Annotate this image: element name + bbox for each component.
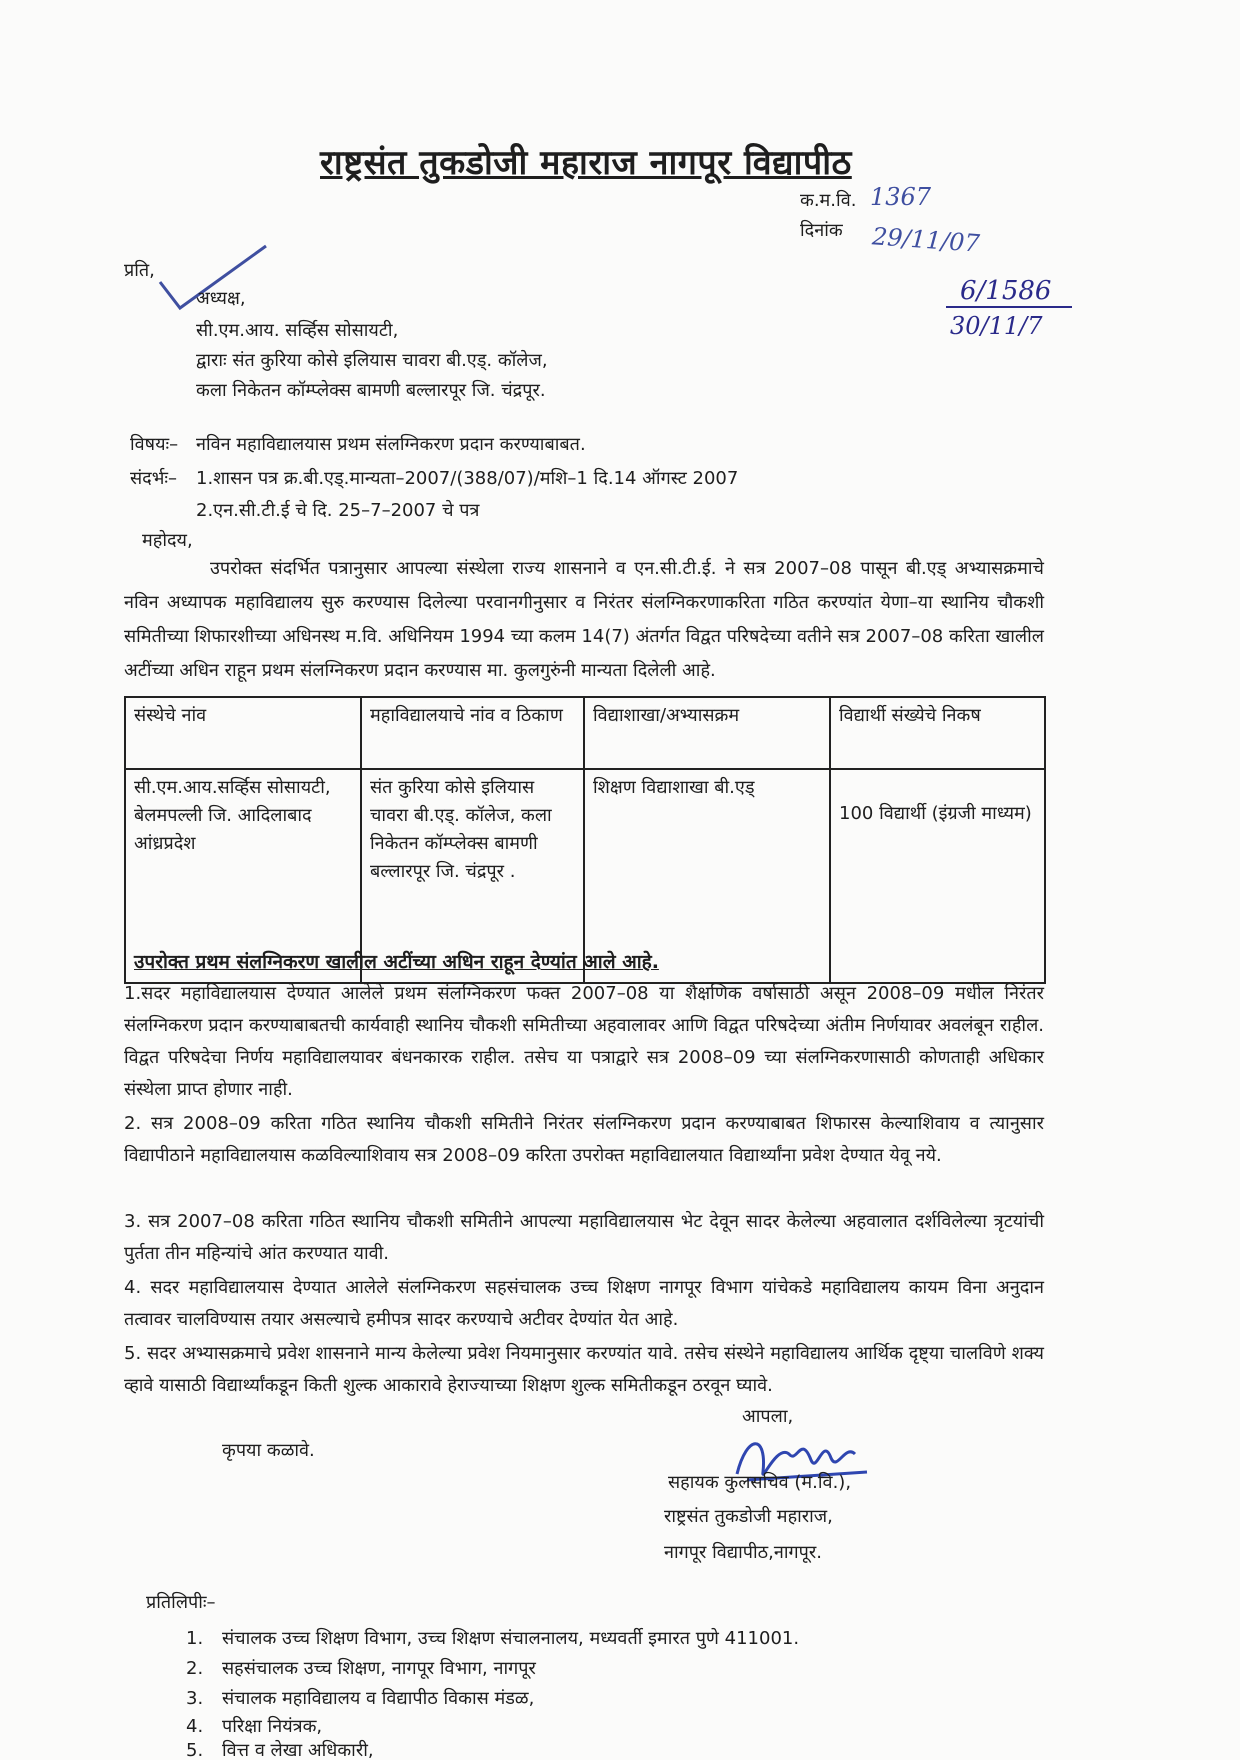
- copy-to-item: [186, 1656, 536, 1680]
- subject-label: विषयः–: [130, 434, 179, 455]
- table-header-cell: विद्याशाखा/अभ्यासक्रम: [584, 697, 830, 769]
- copy-to-text: सहसंचालक उच्च शिक्षण, नागपूर विभाग, नागपूर: [222, 1658, 536, 1679]
- table-cell-institution: सी.एम.आय.सर्व्हिस सोसायटी, बेलमपल्ली जि. आदिलाबाद आंध्रप्रदेश: [125, 769, 361, 983]
- addressee-line: कला निकेतन कॉम्प्लेक्स बामणी बल्लारपूर जि. चंद्रपूर.: [196, 380, 546, 401]
- inward-number: 6/1586: [960, 276, 1052, 306]
- copy-to-item: [186, 1714, 322, 1738]
- condition-item: 4. सदर महाविद्यालयास देण्यात आलेले संलग्निकरण सहसंचालक उच्च शिक्षण नागपूर विभाग यांचेकडे महाविद्यालय कायम विना अनुदान तत्वावर चालविण्यास तयार असल्याचे हमीपत्र सादर करण्याचे अटीवर देण्यांत येत आहे.: [124, 1277, 1044, 1330]
- table-header-cell: विद्यार्थी संख्येचे निकष: [830, 697, 1045, 769]
- table-cell-intake: 100 विद्यार्थी (इंग्रजी माध्यम): [830, 769, 1045, 983]
- salutation: महोदय,: [142, 530, 193, 551]
- addressee-line: द्वाराः संत कुरिया कोसे इलियास चावरा बी.एड्. कॉलेज,: [196, 350, 548, 371]
- prati-label: प्रति,: [124, 260, 155, 281]
- copy-to-number: 5.: [186, 1740, 204, 1761]
- reference-item: 1.शासन पत्र क्र.बी.एड्.मान्यता–2007/(388/07)/मशि–1 दि.14 ऑगस्ट 2007: [196, 468, 739, 489]
- signatory-line: राष्ट्रसंत तुकडोजी महाराज,: [664, 1506, 833, 1527]
- date-label: दिनांक: [800, 220, 843, 241]
- copy-to-text: संचालक उच्च शिक्षण विभाग, उच्च शिक्षण संचालनालय, मध्यवर्ती इमारत पुणे 411001.: [222, 1628, 800, 1649]
- condition-item: 1.सदर महाविद्यालयास देण्यात आलेले प्रथम संलग्निकरण फक्त 2007–08 या शैक्षणिक वर्षासाठी असून 2008–09 मधील निरंतर संलग्निकरण प्रदान करण्याबाबतची कार्यवाही स्थानिय चौकशी समितीच्या अहवालावर आणि विद्वत परिषदेच्या अंतीम निर्णयावर अवलंबून राहील. विद्वत परिषदेचा निर्णय महाविद्यालयावर बंधनकारक राहील. तसेच या पत्राद्वारे सत्र 2008–09 च्या संलग्निकरणासाठी कोणताही अधिकार संस्थेला प्राप्त होणार नाही.: [124, 983, 1044, 1100]
- copy-to-item: [186, 1738, 374, 1762]
- table-header-row: [125, 697, 1045, 769]
- copy-to-text: परिक्षा नियंत्रक,: [222, 1716, 323, 1737]
- copy-to-text: वित्त व लेखा अधिकारी,: [222, 1740, 374, 1761]
- copy-to-item: [186, 1626, 799, 1650]
- reference-item: 2.एन.सी.टी.ई चे दि. 25–7–2007 चे पत्र: [196, 500, 480, 521]
- inward-divider: [946, 306, 1072, 308]
- copy-to-number: 4.: [186, 1716, 204, 1737]
- table-cell-faculty: शिक्षण विद्याशाखा बी.एड्: [584, 769, 830, 983]
- signatory-line: नागपूर विद्यापीठ,नागपूर.: [664, 1542, 822, 1563]
- references-label: संदर्भः–: [130, 468, 178, 489]
- university-title: राष्ट्रसंत तुकडोजी महाराज नागपूर विद्यापीठ: [320, 143, 852, 183]
- table-cell-college: संत कुरिया कोसे इलियास चावरा बी.एड्. कॉलेज, कला निकेतन कॉम्प्लेक्स बामणी बल्लारपूर जि. चंद्रपूर .: [361, 769, 584, 983]
- copy-to-number: 3.: [186, 1688, 204, 1709]
- copy-to-number: 1.: [186, 1628, 204, 1649]
- closing-request: कृपया कळावे.: [222, 1440, 315, 1461]
- addressee-line: अध्यक्ष,: [196, 288, 246, 309]
- condition-item: 2. सत्र 2008–09 करिता गठित स्थानिय चौकशी समितीने निरंतर संलग्निकरण प्रदान करण्याबाबत शिफारस केल्याशिवाय व त्यानुसार विद्यापीठाने महाविद्यालयास कळविल्याशिवाय सत्र 2008–09 करिता उपरोक्त महाविद्यालयात विद्यार्थ्यांना प्रवेश देण्यात येवू नये.: [124, 1113, 1044, 1166]
- copy-to-label: प्रतिलिपीः–: [146, 1592, 216, 1613]
- condition-item: 3. सत्र 2007–08 करिता गठित स्थानिय चौकशी समितीने आपल्या महाविद्यालयास भेट देवून सादर केलेल्या अहवालात दर्शविलेल्या त्रृटयांची पुर्तता तीन महिन्यांचे आंत करण्यात यावी.: [124, 1211, 1044, 1264]
- copy-to-number: 2.: [186, 1658, 204, 1679]
- subject-text: नविन महाविद्यालयास प्रथम संलग्निकरण प्रदान करण्याबाबत.: [196, 434, 586, 455]
- body-paragraph: उपरोक्त संदर्भित पत्रानुसार आपल्या संस्थेला राज्य शासनाने व एन.सी.टी.ई. ने सत्र 2007–08 पासून बी.एड् अभ्यासक्रमाचे नविन अध्यापक महाविद्यालय सुरु करण्यास दिलेल्या परवानगीनुसार व निरंतर संलग्निकरणाकरिता गठित करण्यांत येणा–या स्थानिय चौकशी समितीच्या शिफारशीच्या अधिनस्थ म.वि. अधिनियम 1994 च्या कलम 14(7) अंतर्गत विद्वत परिषदेच्या वतीने सत्र 2007–08 करिता खालील अटींच्या अधिन राहून प्रथम संलग्निकरण प्रदान करण्यास मा. कुलगुरुंनी मान्यता दिलेली आहे.: [124, 558, 1044, 681]
- condition-item: 5. सदर अभ्यासक्रमाचे प्रवेश शासनाने मान्य केलेल्या प्रवेश नियमानुसार करण्यांत यावे. तसेच संस्थेने महाविद्यालय आर्थिक दृष्ट्या चालविणे शक्य व्हावे यासाठी विद्यार्थ्यांकडून किती शुल्क आकारावे हेराज्याच्या शिक्षण शुल्क समितीकडून ठरवून घ्यावे.: [124, 1343, 1044, 1396]
- copy-to-item: [186, 1686, 534, 1710]
- date-value: 29/11/07: [871, 222, 981, 258]
- ref-label: क.म.वि.: [800, 190, 857, 211]
- inward-date: 30/11/7: [950, 312, 1043, 340]
- table-header-cell: महाविद्यालयाचे नांव व ठिकाण: [361, 697, 584, 769]
- table-header-cell: संस्थेचे नांव: [125, 697, 361, 769]
- tick-mark-icon: [154, 242, 274, 322]
- closing-yours: आपला,: [742, 1406, 794, 1427]
- signatory-line: सहायक कुलसचिव (म.वि.),: [668, 1472, 852, 1493]
- conditions-heading: उपरोक्त प्रथम संलग्निकरण खालील अटींच्या अधिन राहून देण्यांत आले आहे.: [134, 951, 659, 973]
- addressee-line: सी.एम.आय. सर्व्हिस सोसायटी,: [196, 320, 399, 341]
- affiliation-table: [124, 696, 1046, 984]
- copy-to-text: संचालक महाविद्यालय व विद्यापीठ विकास मंडळ,: [222, 1688, 535, 1709]
- ref-number: 1367: [870, 183, 932, 211]
